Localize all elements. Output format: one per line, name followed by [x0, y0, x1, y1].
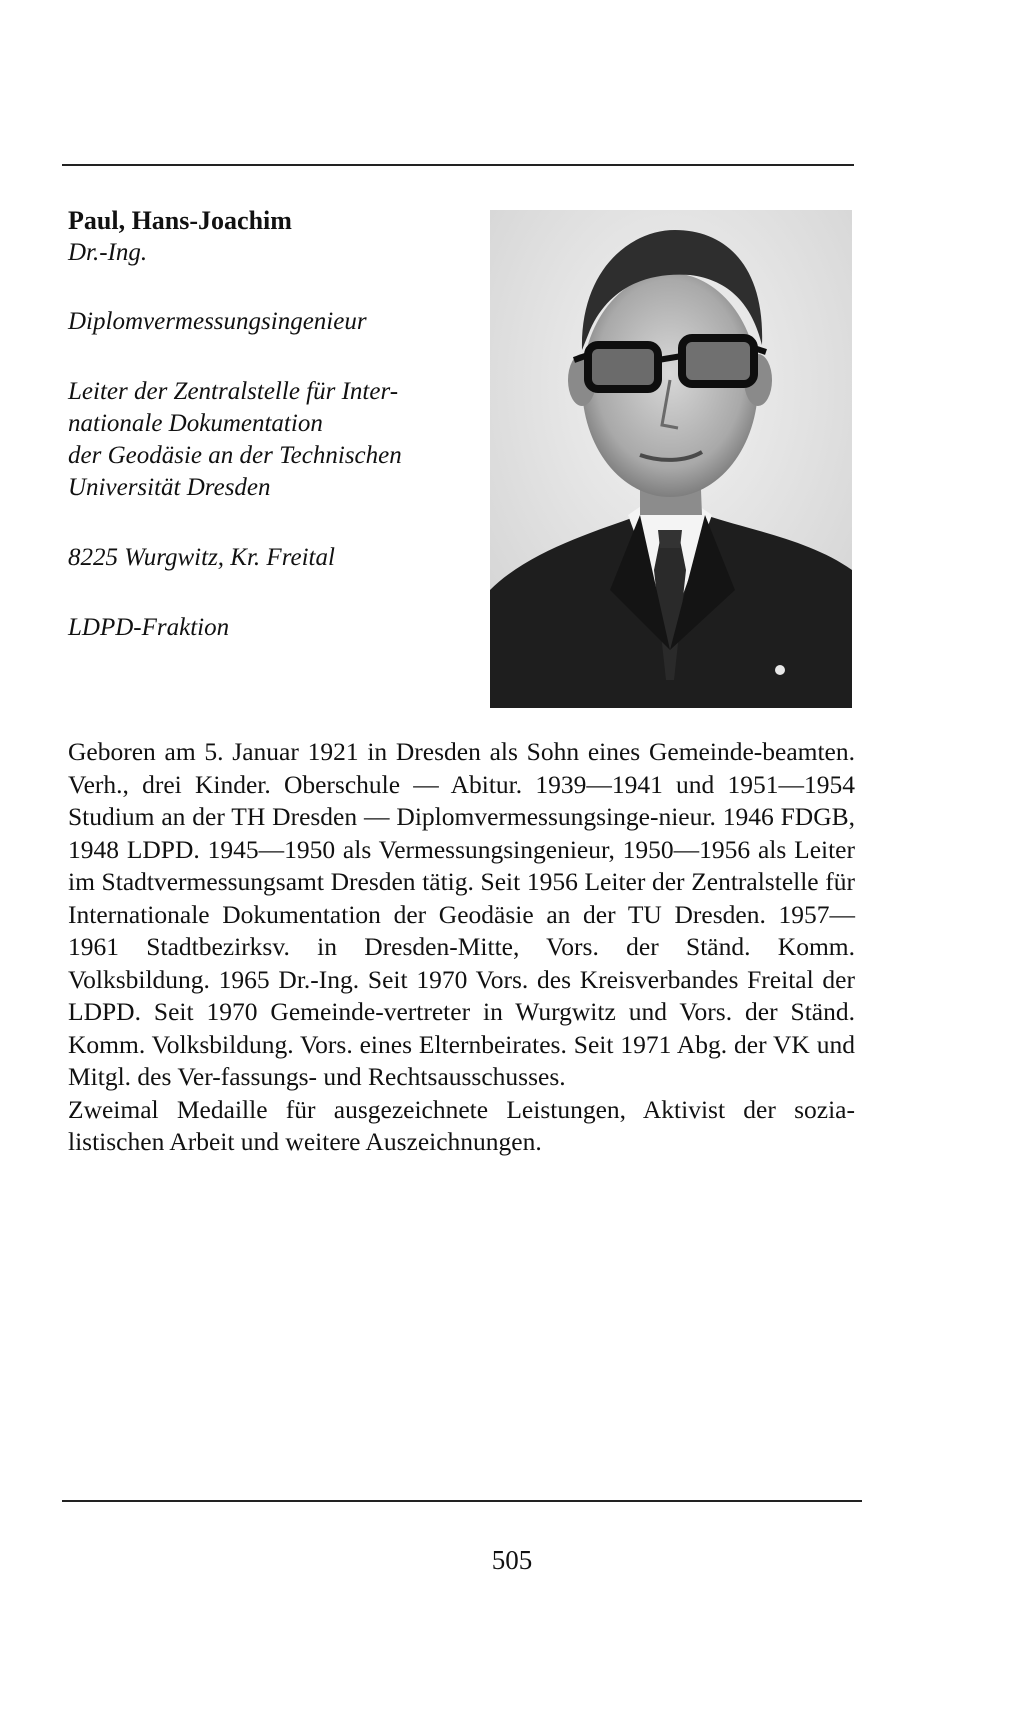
biography-paragraph: Geboren am 5. Januar 1921 in Dresden als Sohn eines Gemeinde-beamten. Verh., drei Kinder. Oberschule — Abitur. 1939—1941 und 1951—1954 Studium an der TH Dresden — Diplomvermessungsinge-nieur. 1946 FDGB, 1948 LDPD. 1945—1950 als Vermessungsingenieur, 1950—1956 als Leiter im Stadtvermessungsamt Dresden tätig. Seit 1956 Leiter der Zentralstelle für Internationale Dokumentation der Geodäsie an der TU Dresden. 1957—1961 Stadtbezirksv. in Dresden-Mitte, Vors. der Ständ. Komm. Volksbildung. 1965 Dr.-Ing. Seit 1970 Vors. des Kreisverbandes Freital der LDPD. Seit 1970 Gemeinde-vertreter in Wurgwitz und Vors. der Ständ. Komm. Volksbildung. Vors. eines Elternbeirates. Seit 1971 Abg. der VK und Mitgl. des Ver-fassungs- und Rechtsausschusses. — [68, 737, 855, 1091]
page-number: 505 — [491, 1545, 533, 1575]
academic-title: Dr.-Ing. — [68, 239, 148, 266]
entry-header — [68, 205, 488, 644]
bottom-rule — [62, 1500, 862, 1502]
position-line: Universität Dresden — [68, 474, 271, 501]
position — [68, 376, 488, 504]
biography — [68, 736, 855, 1159]
portrait-photo — [490, 210, 852, 708]
address: 8225 Wurgwitz, Kr. Freital — [68, 544, 335, 571]
faction: LDPD-Fraktion — [68, 614, 230, 641]
position-line: der Geodäsie an der Technischen — [68, 442, 402, 469]
top-rule — [62, 164, 854, 166]
position-line: nationale Dokumentation — [68, 410, 323, 437]
position-line: Leiter der Zentralstelle für Inter- — [68, 378, 399, 405]
profession: Diplomvermessungsingenieur — [68, 308, 367, 335]
person-name: Paul, Hans-Joachim — [68, 206, 292, 235]
biography-paragraph: Zweimal Medaille für ausgezeichnete Leistungen, Aktivist der sozia-listischen Arbeit und weitere Auszeichnungen. — [68, 1094, 855, 1156]
